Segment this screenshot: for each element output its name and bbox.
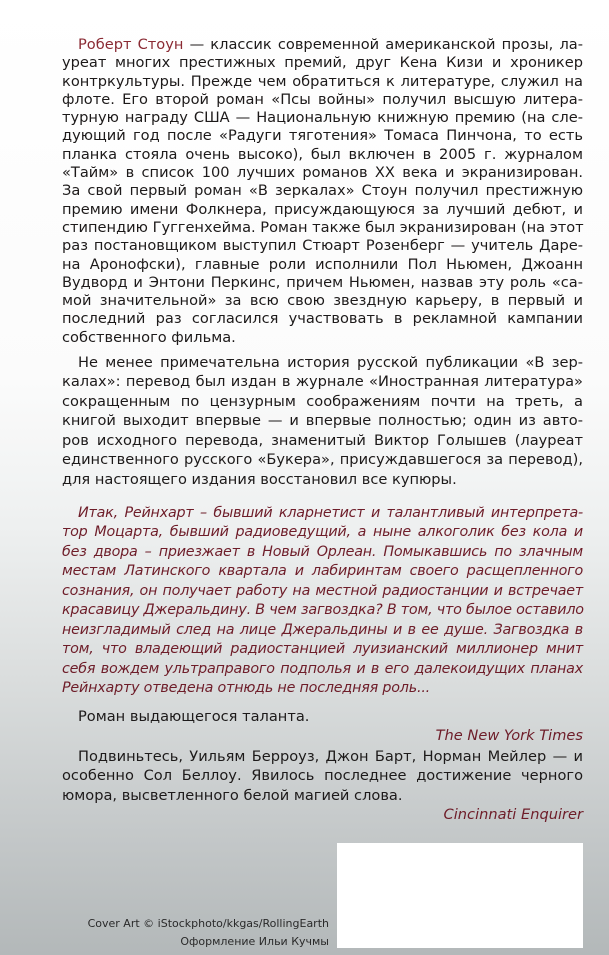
text-line: Подвиньтесь, Уильям Берроуз, Джон Барт, Норман Мейлер — и <box>78 748 583 765</box>
text-line: единственного русского «Букера», присуждавшегося за перевод), <box>62 451 583 469</box>
review-1-source: The New York Times <box>435 727 583 744</box>
text-line: стипендию Гуггенхейма. Роман также был экранизирован (на этот <box>62 218 584 236</box>
text-line: раз постановщиком выступил Стюарт Розенберг — учитель Даре- <box>62 237 583 255</box>
text-line: Вудворд и Энтони Перкинс, причем Ньюмен, назвав эту роль «са- <box>62 273 583 291</box>
text-line: мой значительной» за всю свою звездную карьеру, в первый и <box>62 292 583 310</box>
text-line: калах»: перевод был издан в журнале «Иностранная литература» <box>62 373 583 391</box>
text-line: За свой первый роман «В зеркалах» Стоун получил престижную <box>62 182 583 200</box>
publication-history <box>62 353 583 489</box>
author-bio <box>62 36 583 347</box>
text-line: том, что владеющий радиостанцией луизианский миллионер мнит <box>62 641 583 658</box>
text-line: планка стояла очень высоко), был включен в 2005 г. журналом <box>62 145 583 163</box>
bio-first-line <box>62 36 583 54</box>
review-2-source: Cincinnati Enquirer <box>443 806 583 823</box>
author-name: Роберт Стоун <box>78 36 184 53</box>
text-line: особенно Сол Беллоу. Явилось последнее достижение черного <box>62 767 583 785</box>
text-line: неизгладимый след на лице Джеральдины и в ее душе. Загвоздка в <box>62 621 583 638</box>
text-line: красавицу Джеральдину. В чем загвоздка? В том, что былое оставило <box>62 602 584 619</box>
text-line: уреат многих престижных премий, друг Кена Кизи и хроникер <box>62 54 583 72</box>
text-line: Роман выдающегося таланта. <box>78 708 310 725</box>
text-line: собственного фильма. <box>62 328 236 346</box>
review-2 <box>62 747 583 805</box>
text-line: книгой выходит впервые — и впервые полностью; один из авто- <box>62 412 583 430</box>
text-line: сокращенным по цензурным соображениям почти на треть, а <box>62 392 583 410</box>
text-line: премию имени Фолкнера, присуждающуюся за лучший дебют, и <box>62 200 583 218</box>
text-line: на Аронофски), главные роли исполнили Пол Ньюмен, Джоанн <box>62 255 583 273</box>
text-line: тор Моцарта, бывший радиоведущий, а ныне алкоголик без кола и <box>62 524 583 541</box>
synopsis <box>62 504 583 698</box>
text-line: местам Латинского квартала и лабиринтам своего расщепленного <box>62 563 583 580</box>
text-line: для настоящего издания восстановил все купюры. <box>62 470 457 488</box>
text-line: Итак, Рейнхарт – бывший кларнетист и талантливый интерпрета- <box>78 505 583 521</box>
text-line: контркультуры. Прежде чем обратиться к литературе, служил на <box>62 72 583 90</box>
text-line: без двора – приезжает в Новый Орлеан. Помыкавшись по злачным <box>62 543 583 560</box>
review-1 <box>62 707 583 726</box>
text-line: Рейнхарту отведена отнюдь не последняя роль... <box>62 679 431 696</box>
text-line: ров исходного перевода, знаменитый Виктор Голышев (лауреат <box>62 431 583 449</box>
text-line: флоте. Его второй роман «Псы войны» получил высшую литера- <box>62 90 583 108</box>
text-line: сознания, он получает работу на местной радиостанции и встречает <box>62 582 583 599</box>
design-credit: Оформление Ильи Кучмы <box>180 935 329 948</box>
text-line: последний раз согласился участвовать в рекламной кампании <box>62 310 583 328</box>
bio-text: — классик современной американской прозы, ла- <box>183 36 583 53</box>
barcode-area <box>337 843 583 948</box>
cover-art-credit: Cover Art © iStockphoto/kkgas/RollingEarth <box>87 917 329 930</box>
text-line: юмора, высветленного белой магией слова. <box>62 786 403 804</box>
text-line: дующий год после «Радуги тяготения» Томаса Пинчона, то есть <box>62 127 583 145</box>
text-line: себя вождем ультраправого подполья и в его далекоидущих планах <box>62 660 583 677</box>
text-line: турную награду США — Национальную книжную премию (на сле- <box>62 109 583 127</box>
text-line: Не менее примечательна история русской публикации «В зер- <box>78 354 583 371</box>
text-line: «Тайм» в список 100 лучших романов XX века и экранизирован. <box>62 164 583 182</box>
